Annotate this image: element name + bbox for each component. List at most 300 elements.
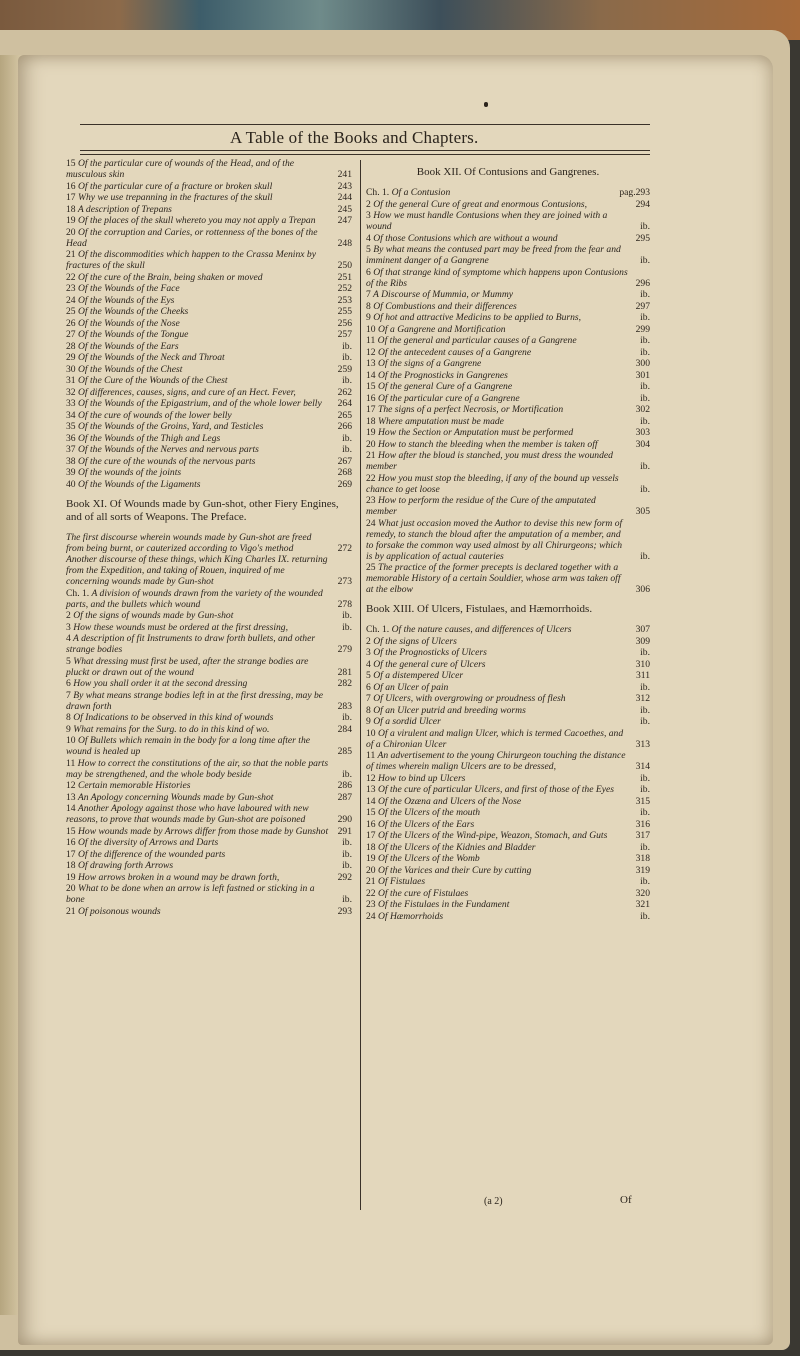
chapter-number: 12	[366, 772, 376, 784]
title-rule-top	[80, 124, 650, 125]
page-number: ib.	[640, 381, 650, 392]
chapter-entry	[366, 705, 650, 716]
chapter-number: Ch. 1.	[66, 587, 90, 599]
chapter-title: Another discourse of these things, which King Charles IX. returning from the Expedition, and taking of Rouen, inquired of me concerning wounds made by Gun-shot	[66, 554, 328, 587]
chapter-number: 11	[366, 750, 376, 761]
chapter-entry	[366, 853, 650, 864]
page-number: ib.	[342, 860, 352, 871]
page-number: ib.	[342, 712, 352, 723]
page-number: ib.	[640, 289, 650, 300]
page-number: 313	[635, 738, 650, 750]
chapter-number: 19	[66, 871, 76, 883]
chapter-number: 14	[366, 795, 376, 807]
page-number: 320	[635, 887, 650, 899]
page-number: 250	[337, 260, 352, 271]
chapter-number: 3	[366, 647, 371, 658]
chapter-entry	[366, 693, 650, 704]
page-number: 256	[337, 317, 352, 329]
chapter-number: 20	[66, 226, 76, 238]
page-number: 269	[337, 478, 352, 490]
page-number: ib.	[640, 335, 650, 346]
chapter-title: Of the Wounds of the Cheeks	[78, 306, 189, 317]
chapter-entry	[366, 899, 650, 910]
chapter-number: 7	[366, 289, 371, 300]
chapter-entry	[366, 233, 650, 244]
chapter-title: Of a distempered Ulcer	[373, 670, 464, 681]
chapter-title: Of the particular cure of a Gangrene	[378, 392, 520, 404]
page-number: 267	[337, 455, 352, 467]
chapter-title: By what means strange bodies left in at the first dressing, may be drawn forth	[66, 689, 324, 712]
chapter-entry	[66, 329, 352, 340]
chapter-entry	[366, 716, 650, 727]
chapter-title: The first discourse wherein wounds made by Gun-shot are freed from being burnt, or cauterized according to Vigo's method	[66, 531, 312, 554]
chapter-title: A Discourse of Mummia, or Mummy	[373, 289, 514, 300]
chapter-entry	[366, 267, 650, 289]
chapter-entry	[366, 347, 650, 358]
chapter-number: 39	[66, 467, 76, 478]
chapter-entry	[366, 358, 650, 369]
chapter-title: Of the Wounds of the Thigh and Legs	[78, 432, 221, 444]
chapter-number: 22	[366, 887, 376, 899]
page-number: ib.	[640, 483, 650, 495]
chapter-number: 38	[66, 455, 76, 467]
chapter-title: How to perform the residue of the Cure of the amputated member	[366, 495, 596, 517]
chapter-entry	[66, 410, 352, 421]
page-number: 283	[337, 700, 352, 712]
chapter-number: 22	[66, 271, 76, 283]
chapter-number: 16	[66, 180, 76, 192]
chapter-entry	[366, 784, 650, 795]
chapter-number: 5	[66, 655, 71, 667]
chapter-entry	[366, 876, 650, 887]
page-number: 317	[635, 830, 650, 841]
page-number: 262	[337, 386, 352, 398]
chapter-title: How you shall order it at the second dressing	[73, 678, 248, 689]
chapter-entry	[66, 387, 352, 398]
chapter-entry	[66, 724, 352, 735]
book-xi-chapter-list	[66, 532, 352, 917]
chapter-title: Of the corruption and Caries, or rottenness of the bones of the Head	[66, 226, 318, 249]
chapter-entry	[66, 826, 352, 837]
chapter-title: Of the Cure of the Wounds of the Chest	[78, 375, 228, 386]
chapter-title: Of the Wounds of the Ears	[78, 340, 179, 352]
chapter-title: Of the cure of the Brain, being shaken or moved	[78, 271, 263, 283]
chapter-title: Of the cure of particular Ulcers, and first of those of the Eyes	[378, 784, 614, 795]
page-number: ib.	[640, 312, 650, 323]
chapter-entry	[366, 370, 650, 381]
left-chapter-list	[66, 158, 352, 490]
chapter-number: 15	[66, 825, 76, 837]
page-number: ib.	[640, 221, 650, 232]
chapter-entry	[366, 416, 650, 427]
page-number: 287	[337, 791, 352, 803]
chapter-title: Of poisonous wounds	[78, 905, 161, 917]
chapter-number: 35	[66, 421, 76, 432]
chapter-title: Why we use trepanning in the fractures of the skull	[78, 192, 273, 203]
chapter-number: 17	[366, 404, 376, 415]
chapter-number: 12	[366, 346, 376, 358]
chapter-entry	[366, 842, 650, 853]
chapter-entry	[66, 158, 352, 180]
chapter-title: Of the Ulcers of the Womb	[378, 853, 480, 864]
chapter-number: 4	[66, 633, 71, 644]
page-number: 296	[635, 277, 650, 289]
page-number: 245	[337, 203, 352, 215]
chapter-number: 29	[66, 352, 76, 363]
chapter-number: 30	[66, 363, 76, 375]
left-column	[66, 158, 352, 917]
chapter-entry	[66, 780, 352, 791]
chapter-entry	[66, 398, 352, 409]
page-number: 278	[337, 598, 352, 610]
page-number: 255	[337, 306, 352, 317]
chapter-number: 13	[66, 791, 76, 803]
page-number: ib.	[640, 255, 650, 266]
page-number: 293	[337, 905, 352, 917]
chapter-entry	[366, 439, 650, 450]
chapter-title: A description of Trepans	[77, 203, 172, 215]
page-number: 318	[635, 853, 650, 864]
chapter-number: 24	[66, 294, 76, 306]
chapter-number: 31	[66, 375, 76, 386]
chapter-title: Of an Ulcer putrid and breeding worms	[373, 704, 526, 716]
chapter-title: Of an Ulcer of pain	[373, 681, 449, 693]
page-number: 311	[635, 670, 650, 681]
chapter-title: Of the Wounds of the Neck and Throat	[78, 352, 225, 363]
chapter-title: How we must handle Contusions when they are joined with a wound	[366, 210, 608, 232]
chapter-title: Of the antecedent causes of a Gangrene	[378, 346, 532, 358]
chapter-entry	[66, 532, 352, 554]
chapter-title: Of the signs of wounds made by Gun-shot	[73, 610, 234, 621]
chapter-number: 3	[366, 210, 371, 221]
ink-mark	[484, 102, 488, 107]
right-column	[366, 158, 650, 922]
chapter-title: Of a Contusion	[391, 187, 451, 198]
chapter-title: Of the general Cure of great and enormous Contusions,	[373, 198, 588, 210]
chapter-title: Of the cure of the wounds of the nervous parts	[78, 455, 256, 467]
chapter-entry	[366, 682, 650, 693]
chapter-title: Of Fistulaes	[378, 876, 426, 887]
chapter-title: How to bind up Ulcers	[378, 772, 466, 784]
chapter-entry	[66, 690, 352, 712]
chapter-number: 18	[66, 203, 76, 215]
chapter-title: Of the difference of the wounded parts	[78, 848, 226, 860]
chapter-title: How arrows broken in a wound may be drawn forth,	[78, 871, 280, 883]
chapter-entry	[66, 181, 352, 192]
chapter-title: Of the Wounds of the Face	[78, 283, 180, 294]
page-number: 303	[635, 427, 650, 438]
chapter-entry	[366, 728, 650, 750]
page-number: 284	[337, 723, 352, 735]
chapter-entry	[66, 792, 352, 803]
chapter-entry	[366, 393, 650, 404]
chapter-title: What dressing must first be used, after the strange bodies are pluckt or drawn out of the wound	[66, 655, 309, 678]
chapter-title: Another Apology against those who have laboured with new reasons, to prove that wounds made by Gun-shot are poisoned	[66, 803, 309, 825]
chapter-number: 24	[366, 910, 376, 922]
page-number: ib.	[640, 716, 650, 727]
chapter-entry	[66, 883, 352, 905]
chapter-entry	[66, 735, 352, 757]
page-number: 302	[635, 404, 650, 415]
chapter-title: Of the Ulcers of the Kidnies and Bladder	[378, 841, 536, 853]
chapter-number: 4	[366, 232, 371, 244]
page-number: 272	[337, 542, 352, 554]
page-number: ib.	[342, 848, 352, 860]
chapter-entry	[366, 301, 650, 312]
chapter-title: What to be done when an arrow is left fastned or sticking in a bone	[66, 883, 315, 905]
chapter-title: Of the nature causes, and differences of Ulcers	[391, 624, 572, 635]
chapter-title: Of the general cure of Ulcers	[373, 658, 486, 670]
page-number: 285	[337, 746, 352, 757]
chapter-number: 25	[66, 306, 76, 317]
chapter-entry	[66, 352, 352, 363]
chapter-number: 9	[66, 723, 71, 735]
chapter-entry	[366, 404, 650, 415]
chapter-entry	[66, 633, 352, 655]
chapter-number: 34	[66, 409, 76, 421]
chapter-entry	[366, 562, 650, 595]
chapter-number: 21	[366, 876, 376, 887]
page-number: ib.	[640, 681, 650, 693]
chapter-entry	[66, 872, 352, 883]
chapter-title: Of hot and attractive Medicins to be applied to Burns,	[373, 312, 582, 323]
chapter-title: Of the Ulcers of the Wind-pipe, Weazon, Stomach, and Guts	[378, 830, 608, 841]
chapter-number: 2	[366, 198, 371, 210]
chapter-entry	[66, 622, 352, 633]
chapter-entry	[366, 670, 650, 681]
chapter-title: What remains for the Surg. to do in this kind of wo.	[73, 723, 270, 735]
chapter-title: Of the Prognosticks of Ulcers	[373, 647, 487, 658]
page-number: 319	[635, 864, 650, 876]
chapter-title: Certain memorable Histories	[78, 780, 191, 791]
chapter-title: Of a Gangrene and Mortification	[378, 323, 506, 335]
chapter-title: By what means the contused part may be freed from the fear and imminent danger of a Gangrene	[366, 244, 621, 266]
chapter-number: 23	[366, 899, 376, 910]
chapter-title: How the Section or Amputation must be performed	[378, 427, 574, 438]
page-number: ib.	[640, 784, 650, 795]
chapter-entry	[66, 433, 352, 444]
page-number: ib.	[342, 894, 352, 905]
page-number: 264	[337, 398, 352, 409]
chapter-number: 19	[366, 853, 376, 864]
chapter-number: 2	[366, 635, 371, 647]
chapter-title: What just occasion moved the Author to devise this new form of remedy, to stanch the bloud after the amputation of a member, and to forsake the common way used almost by all Chirurgeons; which is by application of actual cauteries	[366, 517, 623, 562]
chapter-entry	[366, 312, 650, 323]
chapter-title: Of drawing forth Arrows	[78, 860, 174, 871]
page-number: 279	[337, 644, 352, 655]
page-number: ib.	[342, 340, 352, 352]
chapter-number: 15	[366, 807, 376, 818]
page-number: ib.	[342, 352, 352, 363]
page-number: ib.	[640, 550, 650, 562]
chapter-entry	[66, 678, 352, 689]
chapter-entry	[366, 659, 650, 670]
chapter-number: 26	[66, 317, 76, 329]
chapter-title: Of the general and particular causes of a Gangrene	[377, 335, 577, 346]
chapter-number: 19	[66, 215, 76, 226]
page-number: 266	[337, 421, 352, 432]
page-number: 291	[337, 825, 352, 837]
chapter-entry	[66, 375, 352, 386]
chapter-title: Where amputation must be made	[378, 415, 504, 427]
chapter-entry	[66, 479, 352, 490]
chapter-number: 6	[366, 681, 371, 693]
chapter-number: 23	[66, 283, 76, 294]
chapter-entry	[66, 803, 352, 825]
chapter-number: 6	[66, 678, 71, 689]
chapter-title: Of the Ulcers of the Ears	[378, 818, 475, 830]
chapter-entry	[66, 364, 352, 375]
page-number: ib.	[640, 841, 650, 853]
page-number: 301	[635, 369, 650, 381]
chapter-entry	[366, 796, 650, 807]
chapter-number: 10	[366, 727, 376, 739]
chapter-number: 21	[66, 905, 76, 917]
page-number: ib.	[342, 432, 352, 444]
page-number: ib.	[342, 768, 352, 780]
chapter-number: 15	[66, 158, 76, 169]
page-number: ib.	[342, 621, 352, 633]
chapter-number: 8	[66, 712, 71, 723]
page-number: 306	[635, 584, 650, 595]
chapter-title: Of the diversity of Arrows and Darts	[78, 837, 219, 848]
chapter-entry	[66, 849, 352, 860]
chapter-number: 20	[366, 438, 376, 450]
chapter-title: Of the Wounds of the Epigastrium, and of the whole lower belly	[78, 398, 322, 409]
chapter-number: 17	[66, 848, 76, 860]
page-number: 312	[635, 693, 650, 704]
chapter-number: 7	[366, 693, 371, 704]
chapter-title: Of those Contusions which are without a wound	[373, 232, 558, 244]
chapter-number: 10	[366, 323, 376, 335]
chapter-number: 15	[366, 381, 376, 392]
chapter-title: Of Hæmorrhoids	[378, 910, 444, 922]
page-number: 251	[337, 271, 352, 283]
page-number: 243	[337, 180, 352, 192]
chapter-title: Of the Wounds of the Nose	[78, 317, 180, 329]
chapter-entry	[66, 421, 352, 432]
chapter-number: 36	[66, 432, 76, 444]
chapter-number: Ch. 1.	[366, 187, 390, 198]
chapter-entry	[66, 610, 352, 621]
chapter-title: How after the bloud is stanched, you must dress the wounded member	[366, 450, 613, 472]
page-number: 281	[337, 666, 352, 678]
chapter-title: A division of wounds drawn from the variety of the wounded parts, and the bullets which wound	[66, 587, 323, 610]
chapter-title: An advertisement to the young Chirurgeon touching the distance of times wherein malign Ulcers are to be dressed,	[366, 750, 626, 772]
chapter-entry	[66, 192, 352, 203]
chapter-number: 40	[66, 478, 76, 490]
chapter-title: How to stanch the bleeding when the member is taken off	[378, 438, 598, 450]
chapter-title: The practice of the former precepts is declared together with a memorable History of a certain Souldier, whose arm was taken off at the elbow	[366, 562, 621, 595]
chapter-number: 7	[66, 689, 71, 701]
chapter-number: 14	[66, 803, 76, 814]
page-number: ib.	[640, 415, 650, 427]
page-number: ib.	[640, 772, 650, 784]
chapter-title: Of the wounds of the joints	[78, 467, 182, 478]
chapter-title: Of Bullets which remain in the body for a long time after the wound is healed up	[66, 735, 310, 757]
chapter-entry	[366, 473, 650, 495]
chapter-entry	[66, 306, 352, 317]
page-number: 295	[635, 232, 650, 244]
chapter-title: Of the Wounds of the Groins, Yard, and Testicles	[78, 421, 264, 432]
chapter-entry	[366, 624, 650, 635]
page-number: 253	[337, 294, 352, 306]
chapter-number: 10	[66, 735, 76, 746]
chapter-number: 8	[366, 300, 371, 312]
chapter-number: 23	[366, 495, 376, 506]
chapter-entry	[366, 187, 650, 198]
chapter-title: Of Ulcers, with overgrowing or proudness of flesh	[373, 693, 566, 704]
chapter-number: 2	[66, 610, 71, 621]
chapter-title: Of the Fistulaes in the Fundament	[378, 899, 510, 910]
catchword: Of	[620, 1194, 632, 1206]
chapter-number: 5	[366, 670, 371, 681]
chapter-entry	[66, 588, 352, 610]
chapter-entry	[366, 819, 650, 830]
page-number: 268	[337, 467, 352, 478]
chapter-number: 4	[366, 658, 371, 670]
page-number: 305	[635, 506, 650, 517]
page-number: 265	[337, 409, 352, 421]
page-number: ib.	[640, 346, 650, 358]
chapter-number: 13	[366, 358, 376, 369]
page-number: ib.	[640, 807, 650, 818]
column-divider	[360, 160, 361, 1210]
chapter-entry	[366, 450, 650, 472]
page-number: 252	[337, 283, 352, 294]
chapter-number: 18	[366, 415, 376, 427]
chapter-number: 18	[66, 860, 76, 871]
chapter-title: Of a virulent and malign Ulcer, which is termed Cacoethes, and of a Chironian Ulcer	[366, 727, 624, 750]
page-number: 315	[635, 795, 650, 807]
chapter-entry	[366, 647, 650, 658]
chapter-title: Of Indications to be observed in this kind of wounds	[73, 712, 274, 723]
title-rule-bottom	[80, 150, 650, 151]
chapter-entry	[66, 295, 352, 306]
chapter-number: 24	[366, 517, 376, 529]
chapter-title: Of the cure of Fistulaes	[378, 887, 469, 899]
chapter-entry	[366, 888, 650, 899]
page-number: ib.	[342, 837, 352, 848]
chapter-title: Of that strange kind of symptome which happens upon Contusions of the Ribs	[366, 266, 628, 289]
page-number: 292	[337, 871, 352, 883]
chapter-number: 9	[366, 312, 371, 323]
chapter-entry	[366, 381, 650, 392]
chapter-title: Of the signs of a Gangrene	[378, 358, 482, 369]
chapter-title: Of the places of the skull whereto you may not apply a Trepan	[78, 215, 316, 226]
chapter-number: 32	[66, 386, 76, 398]
page-number: 304	[635, 438, 650, 450]
chapter-title: An Apology concerning Wounds made by Gun-shot	[77, 791, 274, 803]
chapter-entry	[366, 335, 650, 346]
chapter-title: Of the Wounds of the Tongue	[78, 329, 189, 340]
chapter-entry	[66, 215, 352, 226]
chapter-title: Of the signs of Ulcers	[373, 635, 457, 647]
chapter-entry	[66, 656, 352, 678]
book-xiii-chapter-list	[366, 624, 650, 922]
chapter-number: 22	[366, 472, 376, 484]
chapter-number: 19	[366, 427, 376, 438]
chapter-entry	[66, 712, 352, 723]
chapter-entry	[66, 283, 352, 294]
page-number: 282	[337, 678, 352, 689]
chapter-title: Of the general Cure of a Gangrene	[378, 381, 513, 392]
chapter-entry	[366, 244, 650, 266]
chapter-entry	[66, 906, 352, 917]
chapter-number: 16	[366, 392, 376, 404]
page-number: 247	[337, 215, 352, 226]
chapter-entry	[66, 860, 352, 871]
